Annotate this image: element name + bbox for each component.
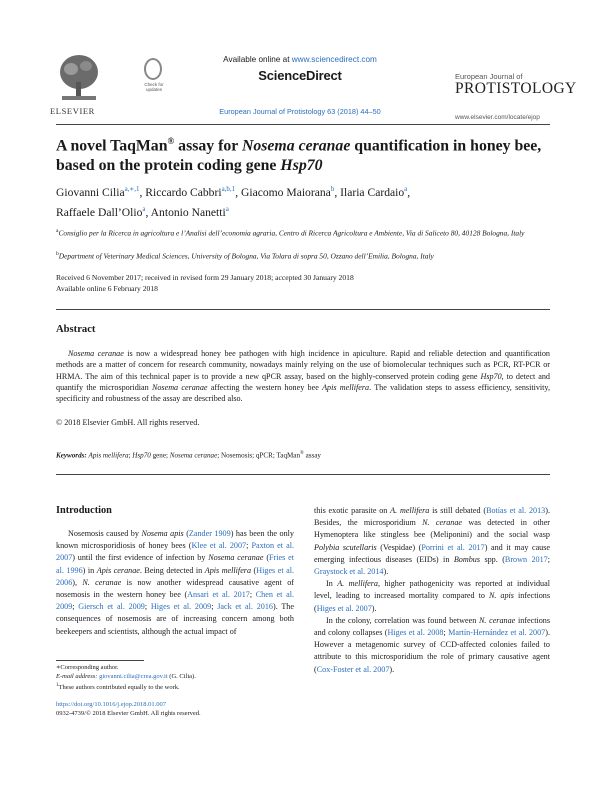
citation-link[interactable]: Graystock et al. 2014 bbox=[314, 567, 384, 577]
publisher-name: ELSEVIER bbox=[50, 106, 95, 116]
author-name[interactable]: Giovanni Cilia bbox=[56, 185, 125, 199]
keyword: qPCR bbox=[255, 451, 273, 460]
registered-mark: ® bbox=[167, 136, 175, 146]
journal-cover-subtitle: European Journal of bbox=[455, 72, 523, 81]
abstract-span: is now a widespread honey bee pathogen with high incidence in apiculture. Rapid and reliable detection and quantification methods are a matter of concern for research community, nowadays mainly relying on the use of biomolecular techniques such as PCR, RT-PCR or HRMA. The aim of this technical paper is to provide a new qPCR assay, based on the highly-conserved protein coding gene bbox=[56, 349, 550, 381]
body-text: , higher pathogenicity was reported at individual level, leading to increased mortality compared to bbox=[314, 579, 550, 601]
author-separator: , bbox=[139, 185, 146, 199]
citation-link[interactable]: Higes et al. 2009 bbox=[150, 602, 212, 612]
italic-term: A. mellifera bbox=[337, 579, 378, 589]
keyword: Hsp70 bbox=[132, 451, 151, 460]
body-text: ). Besides, the microsporidium bbox=[314, 506, 550, 528]
abstract-heading: Abstract bbox=[56, 324, 96, 335]
received-dates: Received 6 November 2017; received in revised form 29 January 2018; accepted 30 January 2018 bbox=[56, 273, 354, 282]
corresponding-author-note: ∗Corresponding author. bbox=[56, 664, 119, 671]
footnote-marker: 1 bbox=[56, 683, 59, 688]
citation-link[interactable]: Paxton et al. 2007 bbox=[56, 541, 294, 563]
keywords-line: Keywords: Apis mellifera; Hsp70 gene; Nosema ceranae; Nosemosis; qPCR; TaqMan® assay bbox=[56, 451, 321, 460]
citation-link[interactable]: Higes et al. 2007 bbox=[316, 603, 372, 613]
body-text: ). bbox=[383, 567, 389, 577]
body-text: In bbox=[326, 579, 338, 589]
author-affiliation-marker[interactable]: a bbox=[142, 205, 146, 214]
journal-cover-title: PROTISTOLOGY bbox=[455, 80, 577, 97]
citation-link[interactable]: Chen et al. 2009 bbox=[56, 590, 294, 612]
italic-term: N. ceranae bbox=[478, 615, 516, 625]
citation-link[interactable]: Giersch et al. 2009 bbox=[78, 602, 145, 612]
citation-link[interactable]: Cox-Foster et al. 2007 bbox=[316, 664, 390, 674]
keyword: Apis mellifera bbox=[88, 451, 129, 460]
available-online-date: Available online 6 February 2018 bbox=[56, 283, 158, 293]
author-affiliation-marker[interactable]: a bbox=[225, 205, 229, 214]
body-text: ; bbox=[211, 602, 218, 612]
citation-link[interactable]: Higes et al. 2006 bbox=[56, 565, 294, 587]
body-text: this exotic parasite on bbox=[314, 506, 391, 515]
body-text: (Vespidae) ( bbox=[376, 542, 422, 552]
left-column bbox=[56, 528, 294, 638]
equal-contribution-text: These authors contributed equally to the work. bbox=[58, 684, 180, 692]
body-text: spp. ( bbox=[480, 554, 505, 564]
italic-term: Polybia scutellaris bbox=[314, 542, 377, 552]
doi-link[interactable]: https://doi.org/10.1016/j.ejop.2018.01.007 bbox=[56, 701, 167, 708]
italic-term: Apis ceranae bbox=[96, 565, 140, 575]
right-column bbox=[314, 505, 550, 676]
keywords-label: Keywords: bbox=[56, 451, 87, 460]
body-text: ), bbox=[72, 577, 83, 587]
article-history bbox=[56, 273, 354, 294]
author-separator: , bbox=[334, 185, 341, 199]
affiliation-marker: a bbox=[56, 228, 59, 234]
title-text: A novel TaqMan bbox=[56, 137, 168, 155]
citation-link[interactable]: Higes et al. 2008 bbox=[387, 628, 444, 638]
body-text: is now another widespread causative agent of nosemosis in the western honey bee ( bbox=[56, 577, 294, 600]
body-text: infections ( bbox=[314, 591, 551, 613]
abstract-span: affecting the western honey bee bbox=[207, 382, 323, 392]
affiliation-a bbox=[56, 226, 550, 239]
keyword: TaqMan bbox=[276, 451, 300, 460]
italic-term: Nosema apis bbox=[141, 529, 184, 538]
title-text: assay for bbox=[174, 137, 242, 155]
intro-paragraph-3 bbox=[314, 615, 550, 676]
keyword: Nosema ceranae bbox=[169, 451, 218, 460]
body-text: was detected in other Hymenoptera like stingless bee (Meliponini) and the social wasp bbox=[314, 518, 551, 540]
citation-link[interactable]: Porrini et al. 2017 bbox=[421, 542, 485, 552]
intro-paragraph-1 bbox=[56, 528, 294, 638]
italic-term: Bombus bbox=[453, 554, 481, 564]
italic-term: A. mellifera bbox=[390, 506, 430, 515]
keyword: assay bbox=[303, 451, 321, 460]
platform-name: ScienceDirect bbox=[258, 68, 342, 83]
intro-paragraph-1-cont bbox=[314, 505, 550, 578]
intro-paragraph-2 bbox=[314, 578, 550, 615]
title-text: quantification in honey bee, based on the protein coding gene bbox=[56, 137, 542, 175]
citation-link[interactable]: Ansari et al. 2017 bbox=[187, 590, 250, 600]
body-text: is still debated ( bbox=[429, 506, 487, 515]
body-text: ( bbox=[263, 553, 270, 563]
body-text: ). bbox=[371, 603, 377, 613]
abstract-span: , to detect and quantify the microsporidian bbox=[56, 371, 550, 392]
citation-link[interactable]: Martín-Hernández et al. 2007 bbox=[448, 628, 546, 638]
body-text: ) and it may cause emerging infectious diseases (EIDs) in bbox=[314, 542, 551, 564]
sciencedirect-link[interactable]: www.sciencedirect.com bbox=[291, 55, 377, 64]
body-text: ). bbox=[389, 664, 395, 674]
italic-term: N. apis bbox=[488, 591, 514, 601]
body-text: ) until the first evidence of infection by bbox=[72, 553, 209, 563]
gene-name: Hsp70 bbox=[480, 371, 502, 381]
abstract-top-divider bbox=[56, 309, 550, 310]
body-text: ( bbox=[183, 529, 189, 538]
elsevier-tree-logo bbox=[56, 52, 102, 104]
author-affiliation-marker[interactable]: a,∗,1 bbox=[124, 185, 140, 193]
abstract-text bbox=[56, 348, 550, 404]
affiliation-marker: b bbox=[56, 251, 59, 257]
species-name: Apis mellifera bbox=[322, 382, 370, 392]
email-suffix: (G. Cilia). bbox=[167, 673, 196, 680]
keywords-divider bbox=[56, 474, 550, 475]
author-list bbox=[56, 181, 556, 222]
keyword: gene bbox=[150, 451, 166, 460]
species-name: Nosema ceranae bbox=[68, 349, 124, 358]
introduction-heading: Introduction bbox=[56, 505, 112, 516]
article-title bbox=[56, 131, 556, 176]
body-text: ; bbox=[144, 602, 151, 612]
body-text: ). The consequences of nosemosis are of increasing concern among both beekeepers and scientists, although the actual impact of bbox=[56, 602, 294, 636]
italic-term: N. ceranae bbox=[422, 518, 463, 528]
body-text: . Being detected in bbox=[139, 565, 205, 575]
journal-homepage-link[interactable]: www.elsevier.com/locate/ejop bbox=[455, 114, 540, 121]
body-text: ; bbox=[249, 590, 256, 600]
journal-reference-link[interactable]: European Journal of Protistology 63 (2018) 44–50 bbox=[219, 107, 381, 116]
body-text: ; bbox=[547, 554, 550, 564]
body-text: ; bbox=[72, 602, 79, 612]
body-text: infections and colony collapses ( bbox=[314, 615, 550, 638]
abstract-span: . The validation steps to assess efficiency, sensitivity, specificity and robustness of the assay are described also. bbox=[56, 382, 550, 404]
footnote-rule bbox=[56, 660, 144, 661]
body-text: Nosemosis caused by bbox=[68, 529, 142, 538]
author-affiliation-marker[interactable]: a,b,1 bbox=[221, 185, 236, 193]
author-name[interactable]: Riccardo Cabbri bbox=[145, 185, 222, 199]
title-species: Nosema ceranae bbox=[241, 137, 351, 155]
body-text: ) in bbox=[82, 565, 97, 575]
citation-link[interactable]: Brown 2017 bbox=[504, 554, 548, 564]
citation-link[interactable]: Klee et al. 2007 bbox=[191, 541, 247, 551]
abstract-copyright: © 2018 Elsevier GmbH. All rights reserved. bbox=[56, 418, 200, 427]
equal-contribution-note bbox=[56, 682, 180, 693]
affiliation-text: Department of Veterinary Medical Sciences, University of Bologna, Via Tolara di sopra 50, Ozzano dell’Emilia, Bologna, Italy bbox=[58, 251, 434, 261]
crossmark-label[interactable]: Check for updates bbox=[144, 82, 164, 92]
author-name[interactable]: Giacomo Maiorana bbox=[240, 185, 331, 199]
availability-line bbox=[200, 55, 400, 64]
author-name[interactable]: Raffaele Dall’Olio bbox=[56, 206, 143, 220]
body-text: ). However a metagenomic survey of CCD-affected colonies failed to attribute to this microsporidium the role of primary causative agent ( bbox=[314, 628, 550, 674]
species-name: Nosema ceranae bbox=[151, 382, 208, 392]
author-affiliation-marker[interactable]: b bbox=[330, 185, 335, 193]
header-divider bbox=[56, 124, 550, 125]
body-text: ; bbox=[246, 541, 252, 551]
body-text: ( bbox=[251, 565, 257, 575]
italic-term: Apis mellifera bbox=[204, 565, 252, 575]
affiliation-b bbox=[56, 249, 550, 262]
body-text: ; bbox=[443, 628, 449, 638]
author-name[interactable]: Antonio Nanetti bbox=[150, 206, 226, 220]
citation-link[interactable]: Zander 1909 bbox=[188, 529, 231, 538]
author-separator: , bbox=[145, 206, 151, 220]
registered-mark: ® bbox=[300, 451, 304, 456]
email-link[interactable]: giovanni.cilia@crea.gov.it bbox=[99, 673, 168, 680]
citation-link[interactable]: Jack et al. 2016 bbox=[217, 602, 273, 612]
citation-link[interactable]: Botías et al. 2013 bbox=[486, 506, 546, 515]
issn-copyright: 0932-4739/© 2018 Elsevier GmbH. All rights reserved. bbox=[56, 710, 201, 717]
title-gene: Hsp70 bbox=[280, 157, 323, 175]
author-separator: , bbox=[407, 185, 411, 199]
body-text: ) has been the only known microsporidiosis of honey bees ( bbox=[56, 529, 294, 551]
author-name[interactable]: Ilaria Cardaio bbox=[340, 185, 405, 199]
body-text: In the colony, correlation was found between bbox=[326, 615, 479, 625]
availability-prefix: Available online at bbox=[223, 55, 292, 64]
email-label: E-mail address: bbox=[56, 673, 100, 680]
affiliation-text: Consiglio per la Ricerca in agricoltura e l’Analisi dell’economia agraria, Centro di Ricerca Agricoltura e Ambiente, Via di Saliceto 80, 40128 Bologna, Italy bbox=[58, 228, 525, 238]
author-affiliation-marker[interactable]: a bbox=[404, 185, 408, 193]
email-note bbox=[56, 673, 196, 682]
crossmark-icon[interactable] bbox=[144, 58, 162, 80]
author-separator: , bbox=[235, 185, 241, 199]
citation-link[interactable]: Fries et al. 1996 bbox=[56, 553, 294, 575]
italic-term: N. ceranae bbox=[82, 577, 122, 587]
italic-term: Nosema ceranae bbox=[208, 553, 264, 563]
keyword: Nosemosis bbox=[220, 451, 253, 460]
